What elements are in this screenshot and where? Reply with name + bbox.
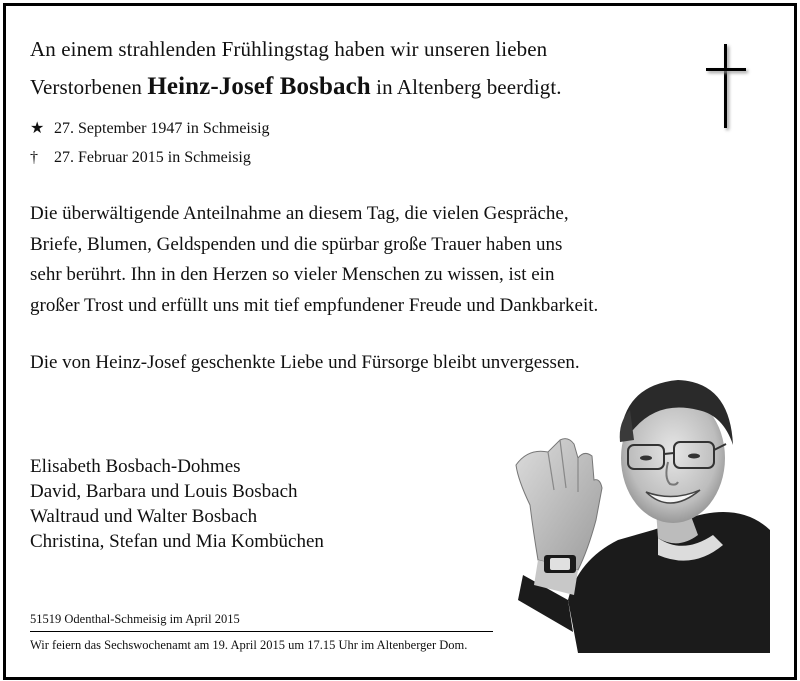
- thanks-line: sehr berührt. Ihn in den Herzen so vieler Menschen zu wissen, ist ein: [30, 264, 555, 285]
- memory-paragraph: Die von Heinz-Josef geschenkte Liebe und Fürsorge bleibt unvergessen.: [30, 352, 580, 373]
- family-member: Waltraud und Walter Bosbach: [30, 506, 258, 527]
- intro: [30, 30, 562, 106]
- birth-date: 27. September 1947 in Schmeisig: [54, 120, 270, 137]
- life-dates: [30, 114, 270, 172]
- star-icon: ★: [30, 120, 45, 137]
- portrait-photo: [508, 370, 770, 653]
- thanks-paragraph: [30, 199, 670, 321]
- thanks-line: großer Trost und erfüllt uns mit tief empfundener Freude und Dankbarkeit.: [30, 294, 599, 316]
- family-signatures: [30, 454, 324, 554]
- memorial-service-note: Wir feiern das Sechswochenamt am 19. April 2015 um 17.15 Uhr im Altenberger Dom.: [30, 638, 468, 652]
- birth-date-row: [30, 114, 270, 143]
- intro-line-1: An einem strahlenden Frühlingstag haben wir unseren lieben: [30, 37, 548, 61]
- intro-line-2: [30, 68, 562, 106]
- cross-icon: [706, 44, 746, 130]
- deceased-name: Heinz-Josef Bosbach: [147, 73, 371, 100]
- family-member: David, Barbara und Louis Bosbach: [30, 481, 298, 502]
- divider: [30, 631, 493, 632]
- family-member: Christina, Stefan und Mia Kombüchen: [30, 531, 324, 552]
- dagger-icon: †: [30, 149, 38, 166]
- place-date: 51519 Odenthal-Schmeisig im April 2015: [30, 612, 240, 626]
- intro-suffix: in Altenberg beerdigt.: [376, 75, 562, 99]
- intro-prefix: Verstorbenen: [30, 75, 142, 99]
- death-date-row: [30, 143, 270, 172]
- family-member: Elisabeth Bosbach-Dohmes: [30, 456, 241, 477]
- thanks-line: Die überwältigende Anteilnahme an diesem Tag, die vielen Gespräche,: [30, 203, 569, 224]
- thanks-line: Briefe, Blumen, Geldspenden und die spürbar große Trauer haben uns: [30, 233, 563, 255]
- death-date: 27. Februar 2015 in Schmeisig: [54, 149, 251, 166]
